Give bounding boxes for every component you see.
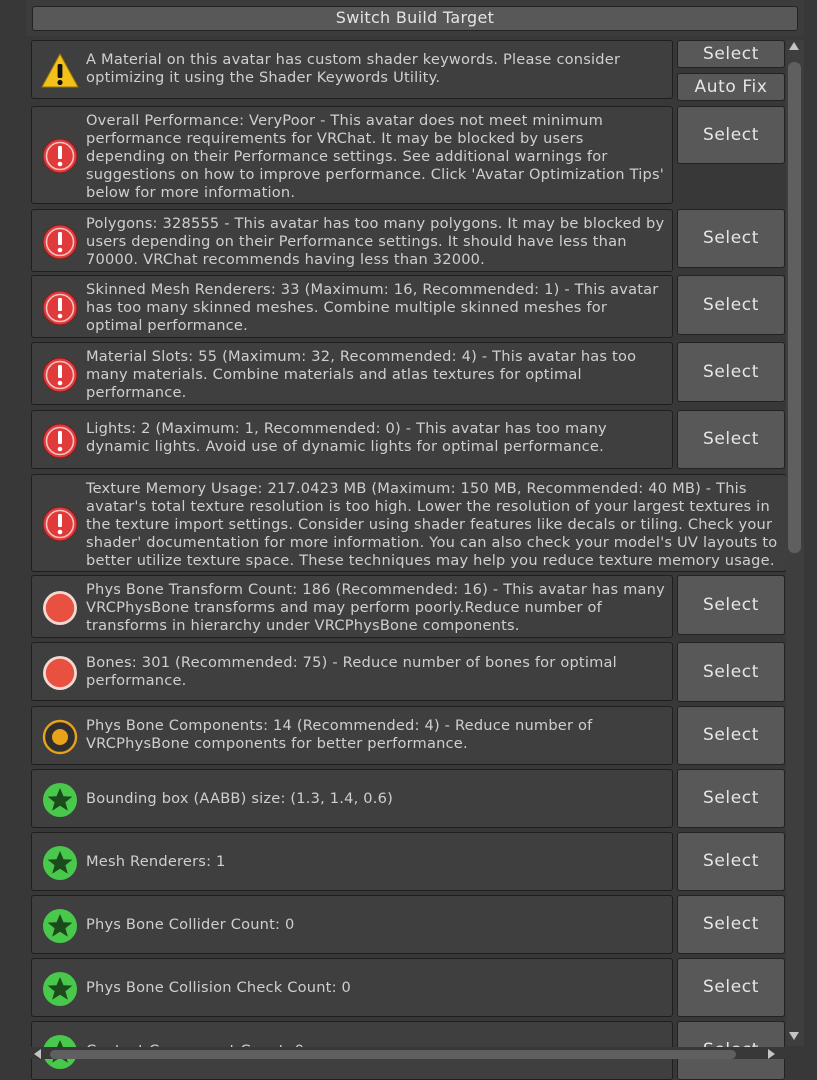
validation-message-text: Mesh Renderers: 1 <box>86 853 226 870</box>
validation-message-text: Polygons: 328555 - This avatar has too many polygons. It may be blocked by users depending on their Performance settings. It should have less than 70000. VRChat recommends having less than 32000. <box>86 215 665 268</box>
error-icon <box>41 356 79 394</box>
switch-build-target-button[interactable]: Switch Build Target <box>32 6 798 31</box>
select-button[interactable]: Select <box>677 706 785 765</box>
select-button[interactable]: Select <box>677 342 785 402</box>
validation-message <box>31 209 673 272</box>
validation-message <box>31 474 787 572</box>
error-icon <box>41 137 79 175</box>
select-button[interactable]: Select <box>677 575 785 635</box>
select-button[interactable]: Select <box>677 40 785 68</box>
red-circle-icon <box>41 654 79 692</box>
validation-message <box>31 342 673 405</box>
scroll-right-arrow-icon[interactable] <box>768 1049 775 1059</box>
select-button[interactable]: Select <box>677 275 785 335</box>
select-button[interactable]: Select <box>677 958 785 1017</box>
error-icon <box>41 422 79 460</box>
select-button[interactable]: Select <box>677 106 785 164</box>
validation-message <box>31 706 673 765</box>
validation-message-text: Skinned Mesh Renderers: 33 (Maximum: 16, Recommended: 1) - This avatar has too many skinned meshes. Combine multiple skinned meshes for optimal performance. <box>86 281 659 334</box>
validation-message-text: Phys Bone Collider Count: 0 <box>86 916 295 933</box>
auto-fix-button[interactable]: Auto Fix <box>677 73 785 101</box>
vertical-scrollbar-thumb[interactable] <box>788 62 801 553</box>
error-icon <box>41 223 79 261</box>
scroll-down-arrow-icon[interactable] <box>789 1032 799 1040</box>
validation-message <box>31 769 673 828</box>
validation-message-text: Material Slots: 55 (Maximum: 32, Recommended: 4) - This avatar has too many materials. Combine materials and atlas textures for optimal performance. <box>86 348 637 401</box>
validation-message <box>31 40 673 99</box>
select-button[interactable]: Select <box>677 769 785 828</box>
left-gutter <box>0 0 26 1059</box>
select-button[interactable]: Select <box>677 209 785 268</box>
green-star-icon <box>41 907 79 945</box>
validation-message-text: Bounding box (AABB) size: (1.3, 1.4, 0.6) <box>86 790 393 807</box>
scroll-left-arrow-icon[interactable] <box>34 1049 41 1059</box>
validation-message-text: Bones: 301 (Recommended: 75) - Reduce number of bones for optimal performance. <box>86 654 617 689</box>
validation-message-text: Phys Bone Collision Check Count: 0 <box>86 979 352 996</box>
select-button[interactable]: Select <box>677 895 785 954</box>
validation-message-text: Lights: 2 (Maximum: 1, Recommended: 0) - This avatar has too many dynamic lights. Avoid use of dynamic lights for optimal performance. <box>86 420 607 455</box>
validation-message-text: Overall Performance: VeryPoor - This avatar does not meet minimum performance requirements for VRChat. It may be blocked by users depending on their Performance settings. See additional warnings for suggestions on how to improve performance. Click 'Avatar Optimization Tips' below for more information. <box>86 112 664 201</box>
green-star-icon <box>41 781 79 819</box>
validation-message <box>31 275 673 338</box>
validation-message-text: A Material on this avatar has custom shader keywords. Please consider optimizing it using the Shader Keywords Utility. <box>86 51 621 86</box>
validation-message <box>31 575 673 638</box>
validation-message-text: Phys Bone Components: 14 (Recommended: 4) - Reduce number of VRCPhysBone components for better performance. <box>86 717 593 752</box>
validation-message-text: Texture Memory Usage: 217.0423 MB (Maximum: 150 MB, Recommended: 40 MB) - This avatar's total texture resolution is too high. Lower the resolution of your largest textures in the texture import settings. Consider using shader features like decals or tiling. Check your shader' documentation for more information. You can also check your model's UV layouts to better utilize texture space. These techniques may help you reduce texture memory usage. <box>86 480 778 569</box>
validation-message <box>31 642 673 701</box>
right-gutter <box>804 0 817 1059</box>
green-star-icon <box>41 970 79 1008</box>
green-star-icon <box>41 844 79 882</box>
error-icon <box>41 289 79 327</box>
validation-message <box>31 958 673 1017</box>
validation-message <box>31 832 673 891</box>
select-button[interactable]: Select <box>677 642 785 702</box>
yellow-ring-icon <box>41 718 79 756</box>
scroll-up-arrow-icon[interactable] <box>789 42 799 50</box>
horizontal-scrollbar-thumb[interactable] <box>50 1050 736 1059</box>
warning-icon <box>41 52 79 90</box>
validation-message <box>31 895 673 954</box>
validation-message <box>31 410 673 469</box>
select-button[interactable]: Select <box>677 410 785 469</box>
red-circle-icon <box>41 589 79 627</box>
validation-message-text: Phys Bone Transform Count: 186 (Recommended: 16) - This avatar has many VRCPhysBone transforms and may perform poorly.Reduce number of transforms in hierarchy under VRCPhysBone components. <box>86 581 665 634</box>
select-button[interactable]: Select <box>677 832 785 891</box>
validation-message <box>31 106 673 204</box>
error-icon <box>41 505 79 543</box>
